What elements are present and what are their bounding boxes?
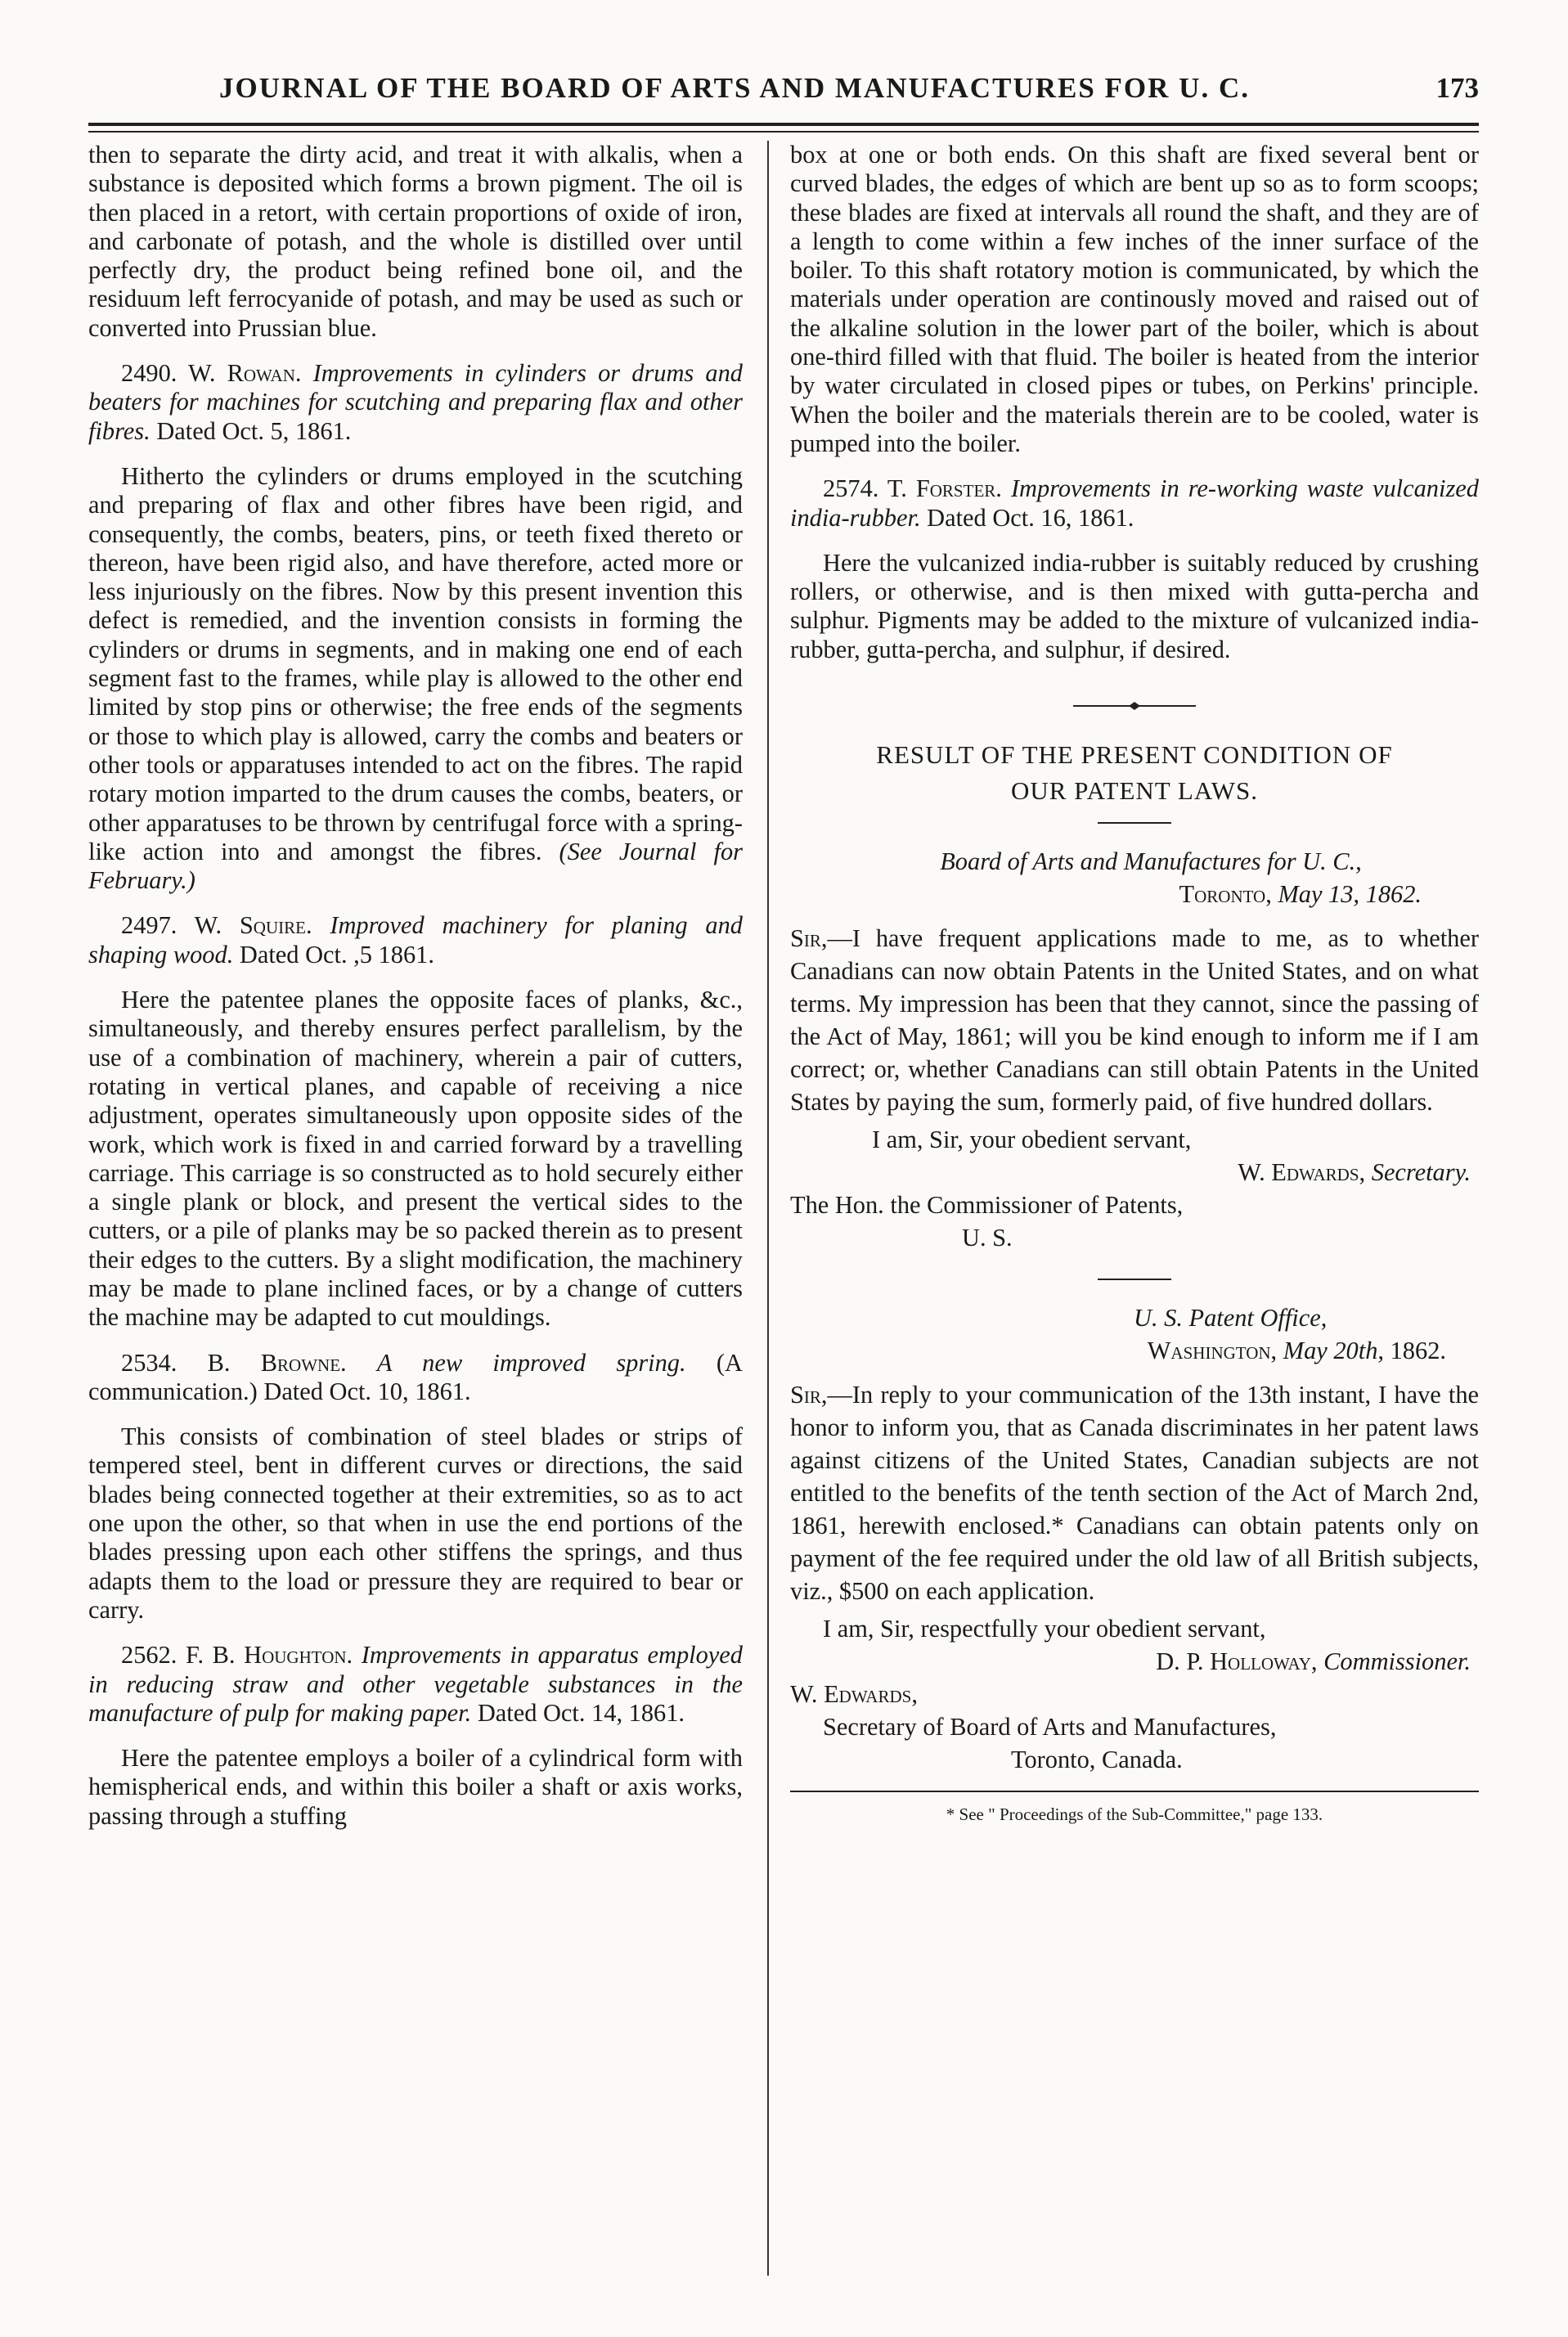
letter-body xyxy=(790,922,1479,1118)
entry-patentee: Houghton. xyxy=(244,1641,353,1670)
letter-dateline xyxy=(790,1334,1479,1367)
entry-body-text: Hitherto the cylinders or drums employed in the scutching and preparing of flax and other fibres have been rigid, and consequently, the combs, beaters, pins, or teeth fixed thereto or thereon, have been rigid also, and have therefore, acted more or less injuriously on the fibres. Now by this present invention this defect is remedied, and the invention consists in forming the cylinders or drums in segments, and in making one end of each segment fast to the frames, while play is allowed to the other end limited by stop pins or otherwise; the free ends of the segments or those to which play is allowed, carry the combs and beaters or other tools or apparatuses intended to act on the fibres. The rapid rotary motion imparted to the drum causes the combs, beaters, or other apparatuses to be thrown by centrifugal force with a spring-like action into and amongst the fibres. xyxy=(88,461,743,865)
entry-patentee: Forster. xyxy=(915,474,1002,503)
entry-date: Dated Oct. 5, 1861. xyxy=(156,416,352,445)
entry-body-2574: Here the vulcanized india-rubber is suitably reduced by crushing rollers, or otherwise, and is then mixed with gutta-percha and sulphur. Pigments may be added to the mixture of vulcanized india-rubber, gutta-percha, and sulphur, if desired. xyxy=(790,548,1479,663)
letter-place: Toronto, xyxy=(1179,880,1272,909)
letter-salutation: Sir, xyxy=(790,924,828,953)
entry-title: A new improved spring. xyxy=(376,1348,686,1377)
letter-date: May 13, 1862. xyxy=(1278,880,1422,909)
letter-addressee-line-3: Toronto, Canada. xyxy=(1011,1746,1183,1774)
footnote: * See " Proceedings of the Sub-Committee," page 133. xyxy=(946,1804,1323,1825)
section-title-line-1: RESULT OF THE PRESENT CONDITION OF xyxy=(876,740,1393,770)
entry-patentee: Browne. xyxy=(260,1348,347,1377)
letter-from-patent-office xyxy=(790,1301,1479,1776)
section-divider-ornament xyxy=(790,689,1479,717)
patent-entry-2574 xyxy=(790,474,1479,533)
paragraph-bone-oil: then to separate the dirty acid, and treat it with alkalis, when a substance is deposited which forms a brown pigment. The oil is then placed in a retort, with certain proportions of oxide of iron, and carbonate of potash, and the whole is distilled over until perfectly dry, the product being refined bone oil, and the residuum left ferrocyanide of potash, and may be used as such or converted into Prussian blue. xyxy=(88,141,743,342)
left-column xyxy=(88,141,743,1847)
right-column xyxy=(790,141,1479,1825)
letter-year: 1862. xyxy=(1390,1337,1446,1365)
letter-closing: I am, Sir, your obedient servant, xyxy=(872,1126,1192,1154)
entry-body-2497: Here the patentee planes the opposite faces of planks, &c., simultaneously, and thereby ensures perfect parallelism, by the use of a combination of machinery, wherein a pair of cutters, rotating in vertical planes, and capable of receiving a nice adjustment, operates simultaneously upon opposite sides of the work, which work is fixed in and carried forward by a travelling carriage. This carriage is so constructed as to hold securely either a single plank or block, and present the vertical sides to the cutters, or a pile of planks may be so packed therein as to present their edges to the cutters. By a slight modification, the machinery may be made to plane inclined faces, or by a change of cutters the machine may be adapted to cut mouldings. xyxy=(88,986,743,1332)
section-title-line-2: OUR PATENT LAWS. xyxy=(1010,776,1259,806)
entry-date: Dated Oct. 16, 1861. xyxy=(927,503,1134,532)
entry-number: 2490. W. xyxy=(121,359,216,388)
running-header xyxy=(88,72,1479,116)
letter-addressee-line-2: U. S. xyxy=(962,1224,1013,1252)
signature-name: D. P. Holloway, xyxy=(1156,1647,1318,1676)
entry-number: 2497. W. xyxy=(121,911,222,940)
entry-number: 2534. B. xyxy=(121,1348,231,1377)
entry-patentee: Squire. xyxy=(239,911,312,940)
signature-title: Commissioner. xyxy=(1323,1647,1471,1676)
entry-date: (A communication.) Dated Oct. 10, 1861. xyxy=(88,1348,743,1405)
entry-number: 2574. T. xyxy=(823,474,907,503)
entry-title: Improvements in re-working waste vulcanized india-rubber. xyxy=(790,474,1479,532)
section-title xyxy=(790,737,1479,809)
entry-date: Dated Oct. 14, 1861. xyxy=(477,1698,685,1727)
entry-body-2490 xyxy=(88,462,743,895)
letter-addressee: The Hon. the Commissioner of Patents, xyxy=(790,1191,1184,1220)
short-rule xyxy=(1098,1279,1171,1280)
running-title: JOURNAL OF THE BOARD OF ARTS AND MANUFACTURES FOR U. C. xyxy=(219,72,1250,104)
patent-entry-2497 xyxy=(88,911,743,969)
letter-place: Washington, xyxy=(1147,1337,1278,1365)
letter-dateline xyxy=(790,878,1479,910)
page-number: 173 xyxy=(1435,72,1479,104)
letter-addressee-line-2: Secretary of Board of Arts and Manufactures, xyxy=(823,1713,1277,1742)
entry-title: Improvements in apparatus employed in reducing straw and other vegetable substances in the manufacture of pulp for making paper. xyxy=(88,1641,743,1727)
letter-body xyxy=(790,1378,1479,1607)
entry-title: Improvements in cylinders or drums and beaters for machines for scutching and preparing flax and other fibres. xyxy=(88,359,743,445)
short-rule xyxy=(1098,822,1171,824)
letter-origin: Board of Arts and Manufactures for U. C., xyxy=(940,847,1362,876)
signature-name: W. Edwards, xyxy=(1238,1158,1366,1187)
letter-closing: I am, Sir, respectfully your obedient servant, xyxy=(823,1615,1266,1643)
header-rule-thin xyxy=(88,131,1479,133)
signature-title: Secretary. xyxy=(1371,1158,1471,1187)
letter-signature xyxy=(790,1156,1479,1189)
column-divider xyxy=(767,141,769,2276)
entry-title: Improved machinery for planing and shaping wood. xyxy=(88,911,743,969)
letter-body-text: —I have frequent applications made to me, as to whether Canadians can now obtain Patents in the United States, and on what terms. My impression has been that they cannot, since the passing of the Act of May, 1861; will you be kind enough to inform me if I am correct; or, whether Canadians can still obtain Patents in the United States by paying the sum, formerly paid, of five hundred dollars. xyxy=(790,924,1479,1117)
patent-entry-2534 xyxy=(88,1349,743,1407)
letter-addressee: W. Edwards, xyxy=(790,1680,918,1709)
letter-date: May 20th, xyxy=(1283,1337,1384,1365)
header-rule-thick xyxy=(88,123,1479,126)
letter-origin: U. S. Patent Office, xyxy=(1134,1304,1328,1333)
letter-signature xyxy=(790,1645,1479,1678)
letter-body-text: —In reply to your communication of the 13th instant, I have the honor to inform you, that as Canada discriminates in her patent laws against citizens of the United States, Canadian subjects are not entitled to the benefits of the tenth section of the Act of March 2nd, 1861, herewith enclosed.* Canadians can obtain patents only on payment of the fee required under the old law of all British subjects, viz., $500 on each application. xyxy=(790,1381,1479,1606)
letter-to-commissioner xyxy=(790,845,1479,1254)
entry-date: Dated Oct. ,5 1861. xyxy=(239,940,434,969)
entry-body-2534: This consists of combination of steel blades or strips of tempered steel, bent in different curves or directions, the said blades being connected together at their extremities, so as to act one upon the other, so that when in use the end portions of the blades pressing upon each other stiffens the springs, and thus adapts them to the load or pressure they are required to bear or carry. xyxy=(88,1422,743,1624)
entry-body-2562: Here the patentee employs a boiler of a cylindrical form with hemispherical ends, and within this boiler a shaft or axis works, passing through a stuffing xyxy=(88,1744,743,1830)
letter-salutation: Sir, xyxy=(790,1381,828,1409)
patent-entry-2490 xyxy=(88,359,743,446)
entry-number: 2562. F. B. xyxy=(121,1641,236,1670)
entry-patentee: Rowan. xyxy=(227,359,302,388)
footnote-rule xyxy=(790,1791,1479,1792)
entry-reference: (See Journal for February.) xyxy=(88,837,743,895)
patent-entry-2562 xyxy=(88,1641,743,1728)
paragraph-boiler-continued: box at one or both ends. On this shaft are fixed several bent or curved blades, the edges of which are bent up so as to form scoops; these blades are fixed at intervals all round the shaft, and they are of a length to come within a few inches of the inner surface of the boiler. To this shaft rotatory motion is communicated, by which the materials under operation are continously moved and raised out of the alkaline solution in the lower part of the boiler, which is about one-third filled with that fluid. The boiler is heated from the interior by water circulated in closed pipes or tubes, on Perkins' principle. When the boiler and the materials therein are to be cooled, water is pumped into the boiler. xyxy=(790,141,1479,457)
